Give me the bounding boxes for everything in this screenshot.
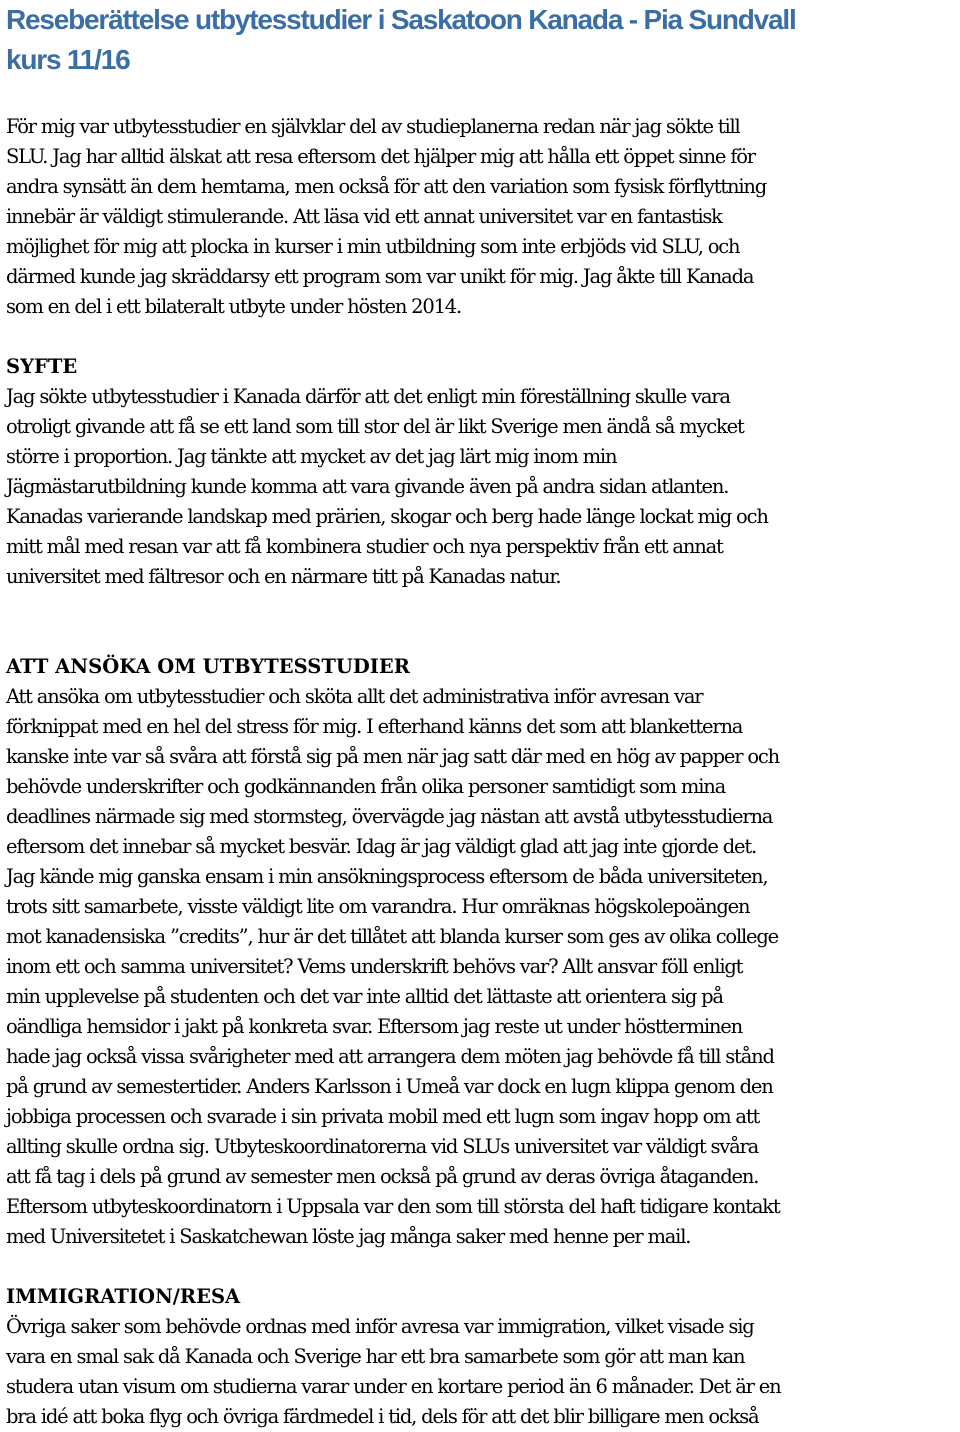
text-line: hade jag också vissa svårigheter med att arrangera dem möten jag behövde få till stånd <box>6 1045 774 1068</box>
text-line: allting skulle ordna sig. Utbyteskoordinatorerna vid SLUs universitet var väldigt svåra <box>6 1135 759 1158</box>
text-line: vara en smal sak då Kanada och Sverige har ett bra samarbete som gör att man kan <box>6 1345 745 1368</box>
text-line: mitt mål med resan var att få kombinera studier och nya perspektiv från ett annat <box>6 535 723 558</box>
document-page <box>6 0 958 1432</box>
text-line: på grund av semestertider. Anders Karlsson i Umeå var dock en lugn klippa genom den <box>6 1075 773 1098</box>
text-line: bra idé att boka flyg och övriga färdmedel i tid, dels för att det blir billigare men också <box>6 1405 759 1428</box>
text-line: Jag kände mig ganska ensam i min ansökningsprocess eftersom de båda universiteten, <box>6 865 768 888</box>
text-line: universitet med fältresor och en närmare titt på Kanadas natur. <box>6 565 561 588</box>
text-line: Jägmästarutbildning kunde komma att vara givande även på andra sidan atlanten. <box>6 475 729 498</box>
section-syfte <box>6 352 958 592</box>
section-paragraph <box>6 1312 958 1432</box>
section-immigration <box>6 1282 958 1432</box>
text-line: studera utan visum om studierna varar under en kortare period än 6 månader. Det är en <box>6 1375 781 1398</box>
text-line: Att ansöka om utbytesstudier och sköta allt det administrativa inför avresan var <box>6 685 703 708</box>
title-line: kurs 11/16 <box>6 44 130 75</box>
text-line: därmed kunde jag skräddarsy ett program som var unikt för mig. Jag åkte till Kanada <box>6 265 754 288</box>
text-line: För mig var utbytesstudier en självklar del av studieplanerna redan när jag sökte till <box>6 115 740 138</box>
text-line: Eftersom utbyteskoordinatorn i Uppsala var den som till största del haft tidigare kontakt <box>6 1195 780 1218</box>
document-title <box>6 0 958 80</box>
section-ansoka <box>6 652 958 1252</box>
section-heading: ATT ANSÖKA OM UTBYTESSTUDIER <box>6 655 410 678</box>
text-line: trots sitt samarbete, visste väldigt lite om varandra. Hur omräknas högskolepoängen <box>6 895 750 918</box>
text-line: att få tag i dels på grund av semester men också på grund av deras övriga åtaganden. <box>6 1165 759 1188</box>
text-line: oändliga hemsidor i jakt på konkreta svar. Eftersom jag reste ut under höstterminen <box>6 1015 742 1038</box>
text-line: innebär är väldigt stimulerande. Att läsa vid ett annat universitet var en fantastisk <box>6 205 722 228</box>
section-heading: SYFTE <box>6 355 78 378</box>
text-line: min upplevelse på studenten och det var inte alltid det lättaste att orientera sig på <box>6 985 723 1008</box>
text-line: eftersom det innebar så mycket besvär. Idag är jag väldigt glad att jag inte gjorde det. <box>6 835 756 858</box>
text-line: andra synsätt än dem hemtama, men också för att den variation som fysisk förflyttning <box>6 175 766 198</box>
text-line: Övriga saker som behövde ordnas med inför avresa var immigration, vilket visade sig <box>6 1315 754 1338</box>
title-line: Reseberättelse utbytesstudier i Saskatoon Kanada - Pia Sundvall <box>6 4 796 35</box>
text-line: med Universitetet i Saskatchewan löste jag många saker med henne per mail. <box>6 1225 691 1248</box>
text-line: möjlighet för mig att plocka in kurser i min utbildning som inte erbjöds vid SLU, och <box>6 235 740 258</box>
text-line: SLU. Jag har alltid älskat att resa eftersom det hjälper mig att hålla ett öppet sinne för <box>6 145 755 168</box>
text-line: förknippat med en hel del stress för mig. I efterhand känns det som att blanketterna <box>6 715 743 738</box>
text-line: kanske inte var så svåra att förstå sig på men när jag satt där med en hög av papper och <box>6 745 779 768</box>
text-line: inom ett och samma universitet? Vems underskrift behövs var? Allt ansvar föll enligt <box>6 955 743 978</box>
text-line: deadlines närmade sig med stormsteg, övervägde jag nästan att avstå utbytesstudierna <box>6 805 773 828</box>
text-line: mot kanadensiska ”credits”, hur är det tillåtet att blanda kurser som ges av olika college <box>6 925 778 948</box>
section-paragraph <box>6 682 958 1252</box>
text-line: otroligt givande att få se ett land som till stor del är likt Sverige men ändå så mycket <box>6 415 744 438</box>
intro-paragraph <box>6 112 958 322</box>
section-heading: IMMIGRATION/RESA <box>6 1285 241 1308</box>
text-line: större i proportion. Jag tänkte att mycket av det jag lärt mig inom min <box>6 445 617 468</box>
text-line: som en del i ett bilateralt utbyte under hösten 2014. <box>6 295 462 318</box>
text-line: behövde underskrifter och godkännanden från olika personer samtidigt som mina <box>6 775 726 798</box>
text-line: Kanadas varierande landskap med prärien, skogar och berg hade länge lockat mig och <box>6 505 768 528</box>
text-line: jobbiga processen och svarade i sin privata mobil med ett lugn som ingav hopp om att <box>6 1105 760 1128</box>
section-paragraph <box>6 382 958 592</box>
text-line: Jag sökte utbytesstudier i Kanada därför att det enligt min föreställning skulle vara <box>6 385 730 408</box>
